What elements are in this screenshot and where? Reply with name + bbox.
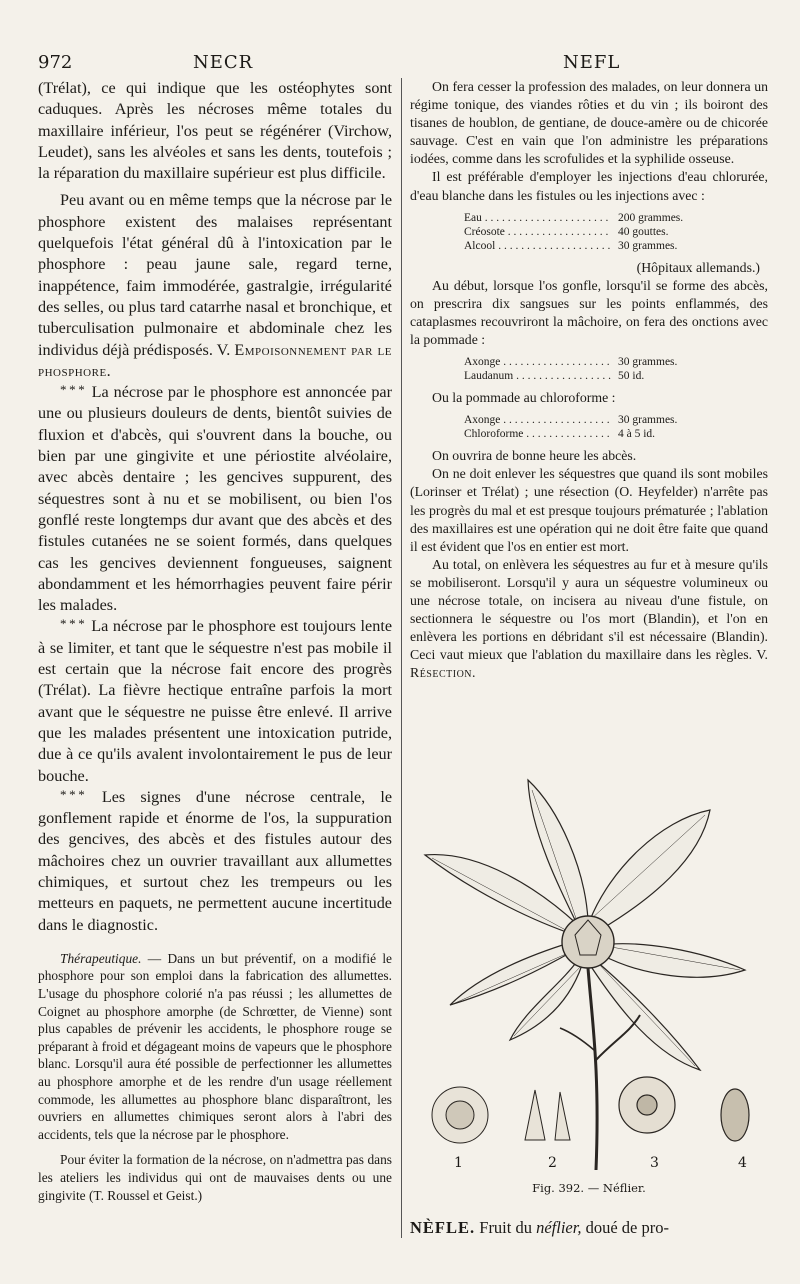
entry-text: Fruit du [479, 1218, 532, 1237]
recipe-row: Alcool . . . 30 grammes. [464, 239, 734, 253]
paragraph-au-total [410, 556, 768, 683]
paragraph-malaises [38, 190, 392, 382]
recipe-chloroforme [464, 413, 734, 441]
page-number: 972 [38, 52, 73, 73]
figure-caption: Fig. 392. — Néflier. [532, 1181, 646, 1195]
detail-flower [432, 1087, 488, 1143]
branch [560, 1028, 594, 1050]
paragraph-malaises-text: Peu avant ou en même temps que la nécrose par le phosphore existent des malaises représentant quelquefois l'état général dû à l'intoxication par le phosphore : peau jaune sale, regard terne, inappétence, faim immodérée, gastralgie, irrégularité des selles, ou plus tard catarrhe nasal et bronchique, et tuberculisation pulmonaire et abdominale chez les individus déjà prédisposés. V. [38, 191, 392, 359]
medlar-engraving [410, 770, 768, 1180]
column-rule [401, 78, 402, 1238]
paragraph-prevention: Pour éviter la formation de la nécrose, on n'admettra pas dans les ateliers les individus qui ont de mauvaises dents ou une gingivite (T. Roussel et Geist.) [38, 1152, 392, 1203]
recipe-source: (Hôpitaux allemands.) [636, 259, 760, 275]
recipe-row: Axonge . . . 30 grammes. [464, 355, 734, 369]
asterism-1: * * * [60, 382, 85, 398]
right-running-head: NEFL [563, 52, 621, 73]
left-running-head: NECR [193, 52, 254, 73]
paragraph-therapeutique-text: — Dans un but préventif, on a modifié le phosphore pour son emploi dans la fabrication des allumettes. L'usage du phosphore colorié n'a pas réussi ; les allumettes de Coignet au phosphore amorphe (de Schrœtter, de Vienne) sont plus capables de prévenir les accidents, le phosphore rouge se préparant à froid et dégageant moins de vapeurs que le phosphore blanc. Lorsqu'il aura été possible de perfectionner les allumettes au phosphore amorphe et de les rendre d'un usage réellement commode, les allumettes au phosphore blanc disparaîtront, les ouvriers en allumettes chimiques seront alors à l'abri des accidents, tels que la nécrose par le phosphore. [38, 950, 392, 1142]
figure-neflier [410, 770, 768, 1210]
leaf [590, 810, 710, 930]
paragraph-symptoms [38, 382, 392, 616]
entry-text-end: doué de pro- [585, 1218, 669, 1237]
paragraph-chloroforme: Ou la pommade au chloroforme : [432, 390, 616, 406]
entry-nefle [410, 1218, 770, 1238]
paragraph-therapeutique [38, 950, 392, 1144]
paragraph-progression [38, 616, 392, 786]
paragraph-regime: On fera cesser la profession des malades, on leur donnera un régime tonique, des viandes rôties et du vin ; ils boiront des tisanes de houblon, de gentiane, de douce-amère ou de chicorée sauvage. C'est en vain que l'on administre les préparations iodées, comme dans les scrofulides et la syphilide osseuse. [410, 79, 768, 167]
asterism-2: * * * [60, 616, 85, 632]
detail-section [525, 1090, 570, 1140]
cross-reference-empoisonnement: Empoisonnement par le phosphore. [38, 340, 392, 380]
figure-number-4: 4 [738, 1155, 747, 1171]
recipe-row: Laudanum . . . 50 id. [464, 369, 734, 383]
asterism-3: * * * [60, 786, 85, 802]
paragraph-progression-text: La nécrose par le phosphore est toujours lente à se limiter, et tant que le séquestre n'est pas mobile il est certain que la nécrose fait encore des progrès (Trélat). La fièvre hectique entraîne parfois la mort avant que le séquestre ne puisse être enlevé. Il arrive que les malades présentent une intoxication putride, due à ce qu'ils avalent involontairement le pus de leur bouche. [38, 617, 392, 785]
entry-italic-term: néflier, [536, 1218, 582, 1237]
left-column [38, 78, 392, 1204]
running-head [38, 52, 768, 76]
paragraph-abces: On ouvrira de bonne heure les abcès. [432, 448, 637, 464]
paragraph-injections: Il est préférable d'employer les injections d'eau chlorurée, d'eau blanche dans les fistules ou les injections avec : [410, 169, 768, 203]
recipe-row: Chloroforme . . . 4 à 5 id. [464, 427, 734, 441]
fruit [562, 916, 614, 968]
therapeutique-label: Thérapeutique. [60, 950, 142, 966]
stem [588, 968, 597, 1170]
paragraph-sangsues: Au début, lorsque l'os gonfle, lorsqu'il se forme des abcès, on prescrira dix sangsues sur les points enflammés, des cataplasmes recouvriront la mâchoire, on fera des onctions avec la pommade : [410, 277, 768, 348]
paragraph-au-total-text: Au total, on enlèvera les séquestres au fur et à mesure qu'ils se mobiliseront. Lorsqu'il y aura un séquestre volumineux ou une nécrose totale, on incisera au niveau d'une fistule, on sectionnera le séquestre ou l'os mort (Blandin), et l'on en enlèvera les portions en débridant s'il est nécessaire (Blandin). Ceci vaut mieux que l'ablation du maxillaire dans les règles. V. [410, 556, 768, 663]
paragraph-diagnosis-text: Les signes d'une nécrose centrale, le gonflement rapide et énorme de l'os, la suppuration des gencives, des abcès et des fistules autour des mâchoires chez un ouvrier travaillant aux allumettes chimiques, et surtout chez les trempeurs ou les metteurs en paquets, ne permettent aucune incertitude dans le diagnostic. [38, 787, 393, 934]
paragraph-symptoms-text: La nécrose par le phosphore est annoncée par une ou plusieurs douleurs de dents, bientôt suivies de fluxion et d'abcès, qui s'ouvrent dans la bouche, ou bien par une gingivite et une périostite alvéolaire, avec abcès dentaire ; les gencives suppurent, des séquestres sont à nu et se mobilisent, ou bien l'os gonflé reste longtemps dur avant que des abcès et des fistules cutanées ne se soient formés, dans quelques cas les gencives deviennent fongueuses, saignent abondamment et les hémorrhagies peuvent faire périr les malades. [38, 383, 392, 615]
paragraph-sequestres: On ne doit enlever les séquestres que quand ils sont mobiles (Lorinser et Trélat) ; une résection (O. Heyfelder) n'arrête pas les progrès du mal et est presque toujours prématurée ; l'ablation des maxillaires est une opération qui ne doit être faite que quand il est évident que l'os en entier est mort. [410, 466, 768, 554]
paragraph-diagnosis [38, 787, 392, 936]
cross-reference-resection: Résection. [410, 665, 476, 681]
paragraph-osteophytes: (Trélat), ce qui indique que les ostéophytes sont caduques. Après les nécroses même totales du maxillaire inférieur, l'os peut se régénérer (Virchow, Leudet), sans les alvéoles et sans les dents, toutefois ; la réparation du maxillaire supérieur est plus difficile. [38, 79, 392, 183]
detail-seed [721, 1089, 749, 1141]
figure-number-1: 1 [454, 1155, 463, 1171]
recipe-row: Créosote . . . 40 gouttes. [464, 225, 734, 239]
figure-number-3: 3 [650, 1155, 659, 1171]
detail-fruit-cut [619, 1077, 675, 1133]
recipe-pommade [464, 355, 734, 383]
right-column [410, 78, 768, 682]
entry-headword: NÈFLE. [410, 1218, 476, 1237]
figure-number-2: 2 [548, 1155, 557, 1171]
recipe-injection [464, 211, 734, 253]
recipe-row: Axonge . . . 30 grammes. [464, 413, 734, 427]
recipe-row: Eau . . . 200 grammes. [464, 211, 734, 225]
